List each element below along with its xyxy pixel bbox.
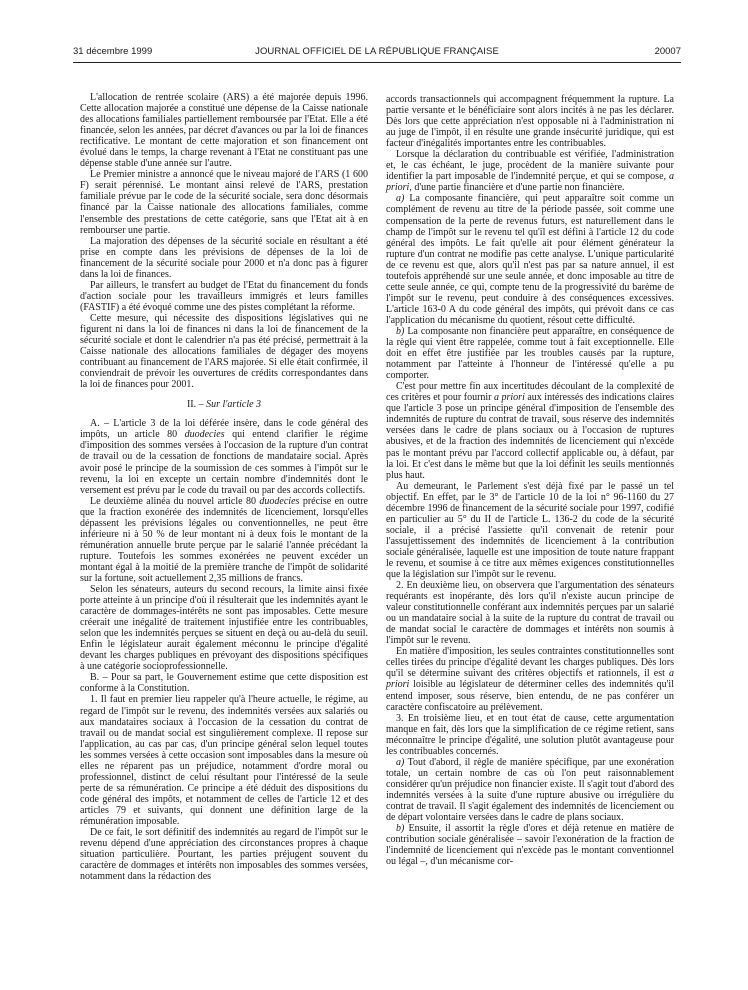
text-run: aux intéressés des indications claires que l'article 3 pose un principe général d'imposition de l'ensemble des indemnités de rupture du contrat de travail, sous réserve des indemnités versées dans le cadre de plans sociaux ou à l'occasion de ruptures abusives, et de la fraction des indemnités de licenciement qui n'excède pas le montant prévu par l'accord collectif applicable ou, à défaut, par la loi. Et c'est dans le même but que la loi définit les seuils mentionnés plus haut. (386, 392, 674, 481)
page-number: 20007 (654, 46, 681, 57)
paragraph: Par ailleurs, le transfert au budget de l'Etat du financement du fonds d'action sociale pour les travailleurs immigrés et leurs familles (FASTIF) a été évoqué comme une des pistes complétant la réforme. (80, 279, 368, 313)
text-run: Le deuxième alinéa du nouvel article 80 (90, 495, 260, 507)
emphasis: duodecies (259, 495, 300, 507)
item-label: b) (396, 325, 405, 337)
journal-title: JOURNAL OFFICIEL DE LA RÉPUBLIQUE FRANÇAISE (255, 46, 499, 57)
text-run: En matière d'imposition, les seules contraintes constitutionnelles sont celles tirées du principe d'égalité devant les charges publiques. Dès lors qu'il se détermine suivant des critères objectifs et rationnels, il est (386, 646, 674, 680)
paragraph: Selon les sénateurs, auteurs du second recours, la limite ainsi fixée porte atteinte à un principe d'où il résulterait que les indemnités ayant le caractère de dommages-intérêts ne sont pas imposables. Cette mesure créerait une inégalité de traitement injustifiée entre les contribuables, selon que les indemnités perçues se situent en deçà ou au-delà du seuil. Enfin le législateur aurait également méconnu le principe d'égalité devant les charges publiques en prévoyant des dispositions spécifiques à une catégorie socioprofessionnelle. (80, 584, 368, 673)
section-heading (80, 399, 368, 410)
text-run: La composante financière, qui peut apparaître soit comme un complément de revenu au titre de la période passée, soit comme une compensation de la perte de revenus futurs, est naturellement dans le champ de l'impôt sur le revenu tel qu'il est défini à l'article 12 du code général des impôts. Le fait qu'elle ait pour élément générateur la rupture d'un contrat ne modifie pas cette analyse. L'unique particularité de ce revenu est que, alors qu'il n'est pas par sa nature annuel, il est toutefois appréhendé sur une seule année, et donc imposable au titre de cette seule année, ce qui, compte tenu de la progressivité du barème de l'impôt sur le revenu, peut conduire à des conséquences excessives. L'article 163-0 A du code général des impôts, qui prévoit dans ce cas l'application du mécanisme du quotient, résout cette difficulté. (386, 193, 674, 326)
paragraph (386, 381, 674, 480)
issue-date: 31 décembre 1999 (73, 46, 153, 57)
text-run: qui entend clarifier le régime d'imposition des sommes versées à l'occasion de la rupture d'un contrat de travail ou de la cessation de fonctions de mandataire social. Après avoir posé le principe de la soumission de ces sommes à l'impôt sur le revenu, la loi en excepte un certain nombre d'indemnités dont le versement est prévu par le code du travail ou par des accords collectifs. (80, 429, 368, 496)
emphasis: a priori (386, 668, 674, 691)
text-run: Lorsque la déclaration du contribuable est vérifiée, l'administration et, le cas échéant, le juge, procèdent de la manière suivante pour identifier la part imposable de l'indemnité perçue, et qui se compose, (386, 149, 674, 183)
paragraph: 3. En troisième lieu, et en tout état de cause, cette argumentation manque en fait, dès lors que la simplification de ce régime retient, sans méconnaître le principe d'égalité, une solution plutôt avantageuse pour les contribuables concernés. (386, 712, 674, 757)
section-heading-text: Sur l'article 3 (206, 399, 262, 411)
paragraph: B. – Pour sa part, le Gouvernement estime que cette disposition est conforme à la Constitution. (80, 672, 368, 695)
paragraph: 1. Il faut en premier lieu rappeler qu'à l'heure actuelle, le régime, au regard de l'impôt sur le revenu, des indemnités versées aux salariés ou aux mandataires sociaux à l'occasion de la cessation du contrat de travail ou de mandat social est singulièrement complexe. Il repose sur l'application, au cas par cas, d'un principe général selon lequel toutes les sommes versées à cette occasion sont imposables dans la mesure où elles ne réparent pas un préjudice, notamment d'ordre moral ou professionnel, distinct de celui résultant pour l'intéressé de la seule perte de sa rémunération. Ce principe a été déduit des dispositions du code général des impôts, et notamment de celles de l'article 12 et des articles 79 et suivants, qui donnent une définition large de la rémunération imposable. (80, 694, 368, 827)
paragraph (386, 326, 674, 381)
emphasis: a priori (386, 171, 674, 194)
item-label: b) (396, 823, 405, 835)
text-run: , d'une partie financière et d'une partie non financière. (409, 182, 625, 194)
right-column (386, 94, 674, 867)
paragraph: accords transactionnels qui accompagnent fréquemment la rupture. La partie versante et le bénéficiaire sont alors incités à ne pas les déclarer. Dès lors que cette appréciation n'est opposable ni à l'administration ni au juge de l'impôt, il en résulte une grande insécurité juridique, qui est facteur d'inégalités importantes entre les contribuables. (386, 94, 674, 150)
text-run: A. – L'article 3 de la loi déférée insère, dans le code général des impôts, un article 80 (80, 418, 368, 441)
item-label: a) (396, 756, 405, 768)
paragraph (386, 193, 674, 326)
section-heading-number: II. – (186, 399, 207, 411)
page-header (73, 46, 681, 60)
paragraph: Au demeurant, le Parlement s'est déjà fixé par le passé un tel objectif. En effet, par le 3° de l'article 10 de la loi n° 96-1160 du 27 décembre 1996 de financement de la sécurité sociale pour 1997, codifié en particulier au 5° du II de l'article L. 136-2 du code de la sécurité sociale, il a précisé l'assiette qu'il convenait de retenir pour l'assujettissement des indemnités de licenciement à la contribution sociale généralisée, laquelle est une imposition de toute nature frappant le revenu, et soumise à ce titre aux mêmes exigences constitutionnelles que la législation sur l'impôt sur le revenu. (386, 480, 674, 581)
header-rule (73, 62, 681, 63)
paragraph (80, 496, 368, 584)
paragraph: 2. En deuxième lieu, on observera que l'argumentation des sénateurs requérants est inopérante, dès lors qu'il n'existe aucun principe de valeur constitutionnelle conférant aux indemnités perçues par un salarié ou un mandataire social à la suite de la rupture du contrat de travail ou de mandat social le caractère de dommages et intérêts non soumis à l'impôt sur le revenu. (386, 580, 674, 647)
paragraph (386, 757, 674, 823)
paragraph (80, 418, 368, 495)
text-run: loisible au législateur de déterminer celles des indemnités qu'il entend imposer, sous réserve, bien entendu, de ne pas conférer un caractère confiscatoire au prélèvement. (386, 679, 674, 713)
text-run: Tout d'abord, il règle de manière spécifique, par une exonération totale, un certain nombre de cas où l'on peut raisonnablement considérer qu'un préjudice non financier existe. Il s'agit tout d'abord des indemnités versées à la suite d'une rupture abusive ou irrégulière du contrat de travail. Il s'agit également des indemnités de licenciement ou de départ volontaire versées dans le cadre de plans sociaux. (386, 756, 674, 824)
item-label: a) (396, 193, 405, 205)
text-run: Ensuite, il assortit la règle d'ores et déjà retenue en matière de contribution sociale généralisée – savoir l'exonération de la fraction de l'indemnité de licenciement qui n'excède pas le montant conventionnel ou légal –, d'un mécanisme cor- (386, 823, 674, 868)
paragraph (386, 823, 674, 867)
text-run: précise en outre que la fraction exonérée des indemnités de licenciement, lorsqu'elles dépassent les prévisions légales ou conventionnelles, ne peut être inférieure ni à 50 % de leur montant ni à deux fois le montant de la rémunération annuelle brute perçue par le salarié l'année précédant la rupture. Toutefois les sommes exonérées ne peuvent excéder un montant égal à la moitié de la première tranche de l'impôt de solidarité sur la fortune, soit actuellement 2,35 millions de francs. (80, 495, 368, 584)
paragraph: Le Premier ministre a annoncé que le niveau majoré de l'ARS (1 600 F) serait pérennisé. Le montant ainsi relevé de l'ARS, prestation familiale prévue par le code de la sécurité sociale, sera donc désormais financé par la Caisse nationale des allocations familiales, comme l'ensemble des prestations de cette catégorie, sans que l'Etat ait à en rembourser une partie. (80, 169, 368, 236)
text-run: C'est pour mettre fin aux incertitudes découlant de la complexité de ces critères et pour fournir (386, 381, 674, 404)
paragraph: De ce fait, le sort définitif des indemnités au regard de l'impôt sur le revenu dépend d'une appréciation des circonstances propres à chaque situation particulière. Pourtant, les parties préjugent souvent du caractère de dommages et intérêts non imposables des sommes versées, notamment dans la rédaction des (80, 827, 368, 883)
emphasis: a priori (494, 392, 525, 404)
paragraph: Cette mesure, qui nécessite des dispositions législatives qui ne figurent ni dans la loi de finances ni dans la loi de financement de la sécurité sociale et dont le calendrier n'a pas été précisé, permettrait à la Caisse nationale des allocations familiales de dégager des moyens contribuant au financement de l'ARS majorée. Si elle était confirmée, il conviendrait de prévoir les ouvertures de crédits correspondantes dans la loi de finances pour 2001. (80, 312, 368, 391)
emphasis: duodecies (184, 429, 225, 441)
paragraph: L'allocation de rentrée scolaire (ARS) a été majorée depuis 1996. Cette allocation majorée a constitué une dépense de la Caisse nationale des allocations familiales partiellement remboursée par l'Etat. Elle a été financée, selon les années, par décret d'avances ou par la loi de finances rectificative. Le montant de cette majoration et son financement ont évolué dans le temps, la charge revenant à l'Etat ne constituant pas une dépense stable d'une année sur l'autre. (80, 92, 368, 170)
paragraph (386, 646, 674, 712)
left-column (80, 92, 368, 882)
paragraph (386, 149, 674, 193)
text-run: La composante non financière peut apparaître, en conséquence de la règle qui vient être rappelée, comme tout à fait exceptionnelle. Elle doit en effet être justifiée par les troubles causés par la rupture, notamment par l'atteinte à l'honneur de l'intéressé qu'elle a pu comporter. (386, 325, 674, 382)
paragraph: La majoration des dépenses de la sécurité sociale en résultant a été prise en compte dans les prévisions de dépenses de la loi de financement de la sécurité sociale pour 2000 et n'a donc pas à figurer dans la loi de finances. (80, 235, 368, 280)
